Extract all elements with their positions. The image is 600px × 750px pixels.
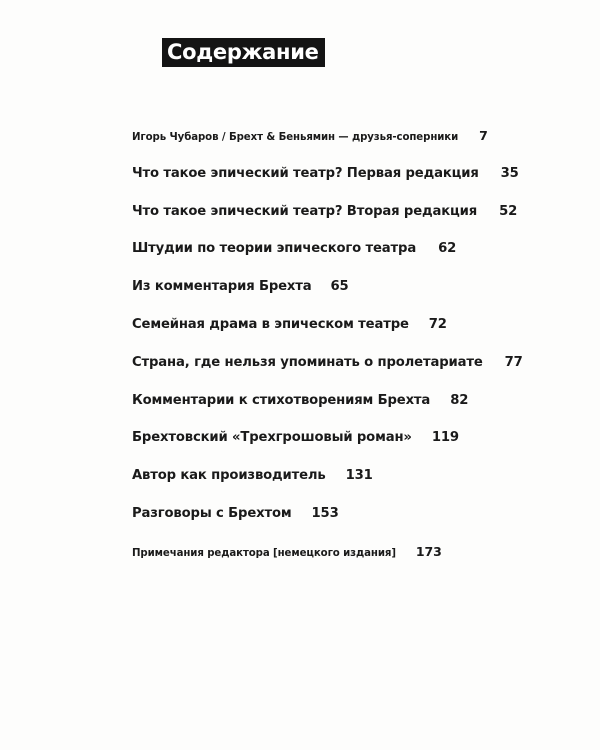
toc-entry-title: Разговоры с Брехтом [132,506,292,521]
toc-entry-page: 65 [330,279,349,294]
toc-entry-title: Из комментария Брехта [132,279,312,294]
toc-entry [132,506,339,521]
toc-entry-page: 173 [415,544,442,559]
toc-entry [132,317,447,332]
toc-entry-title: Страна, где нельзя упоминать о пролетариате [132,355,483,370]
toc-entry-title: Примечания редактора [немецкого издания] [132,548,396,559]
toc-entry-page: 35 [500,166,519,181]
toc-entry-preface [132,128,488,143]
toc-entry-title: Брехтовский «Трехгрошовый роман» [132,430,412,445]
toc-entry-title: Автор как производитель [132,468,326,483]
toc-entry-page: 72 [428,317,447,332]
toc-entry-notes [132,544,442,559]
toc-entry-page: 82 [450,393,469,408]
toc-entry [132,204,517,219]
toc-entry-page: 153 [311,506,339,521]
toc-entry [132,166,519,181]
toc-entry-title: Игорь Чубаров / Брехт & Беньямин — друзья-соперники [132,132,459,143]
toc-entry [132,279,349,294]
toc-entry-page: 77 [504,355,523,370]
toc-entry [132,355,523,370]
toc-entry-page: 62 [438,241,457,256]
toc-entry-title: Семейная драма в эпическом театре [132,317,409,332]
page-title: Содержание [162,38,325,67]
toc-entry [132,241,456,256]
toc-entry [132,468,373,483]
toc-entry [132,393,468,408]
toc-entry-title: Что такое эпический театр? Вторая редакция [132,204,478,219]
toc-entry [132,430,459,445]
toc-entry-page: 7 [479,128,488,143]
toc-entry-page: 119 [431,430,459,445]
toc-entry-page: 131 [345,468,373,483]
toc-entry-title: Штудии по теории эпического театра [132,241,417,256]
toc-entry-title: Комментарии к стихотворениям Брехта [132,393,431,408]
toc-entry-page: 52 [499,204,518,219]
toc-entry-title: Что такое эпический театр? Первая редакция [132,166,479,181]
